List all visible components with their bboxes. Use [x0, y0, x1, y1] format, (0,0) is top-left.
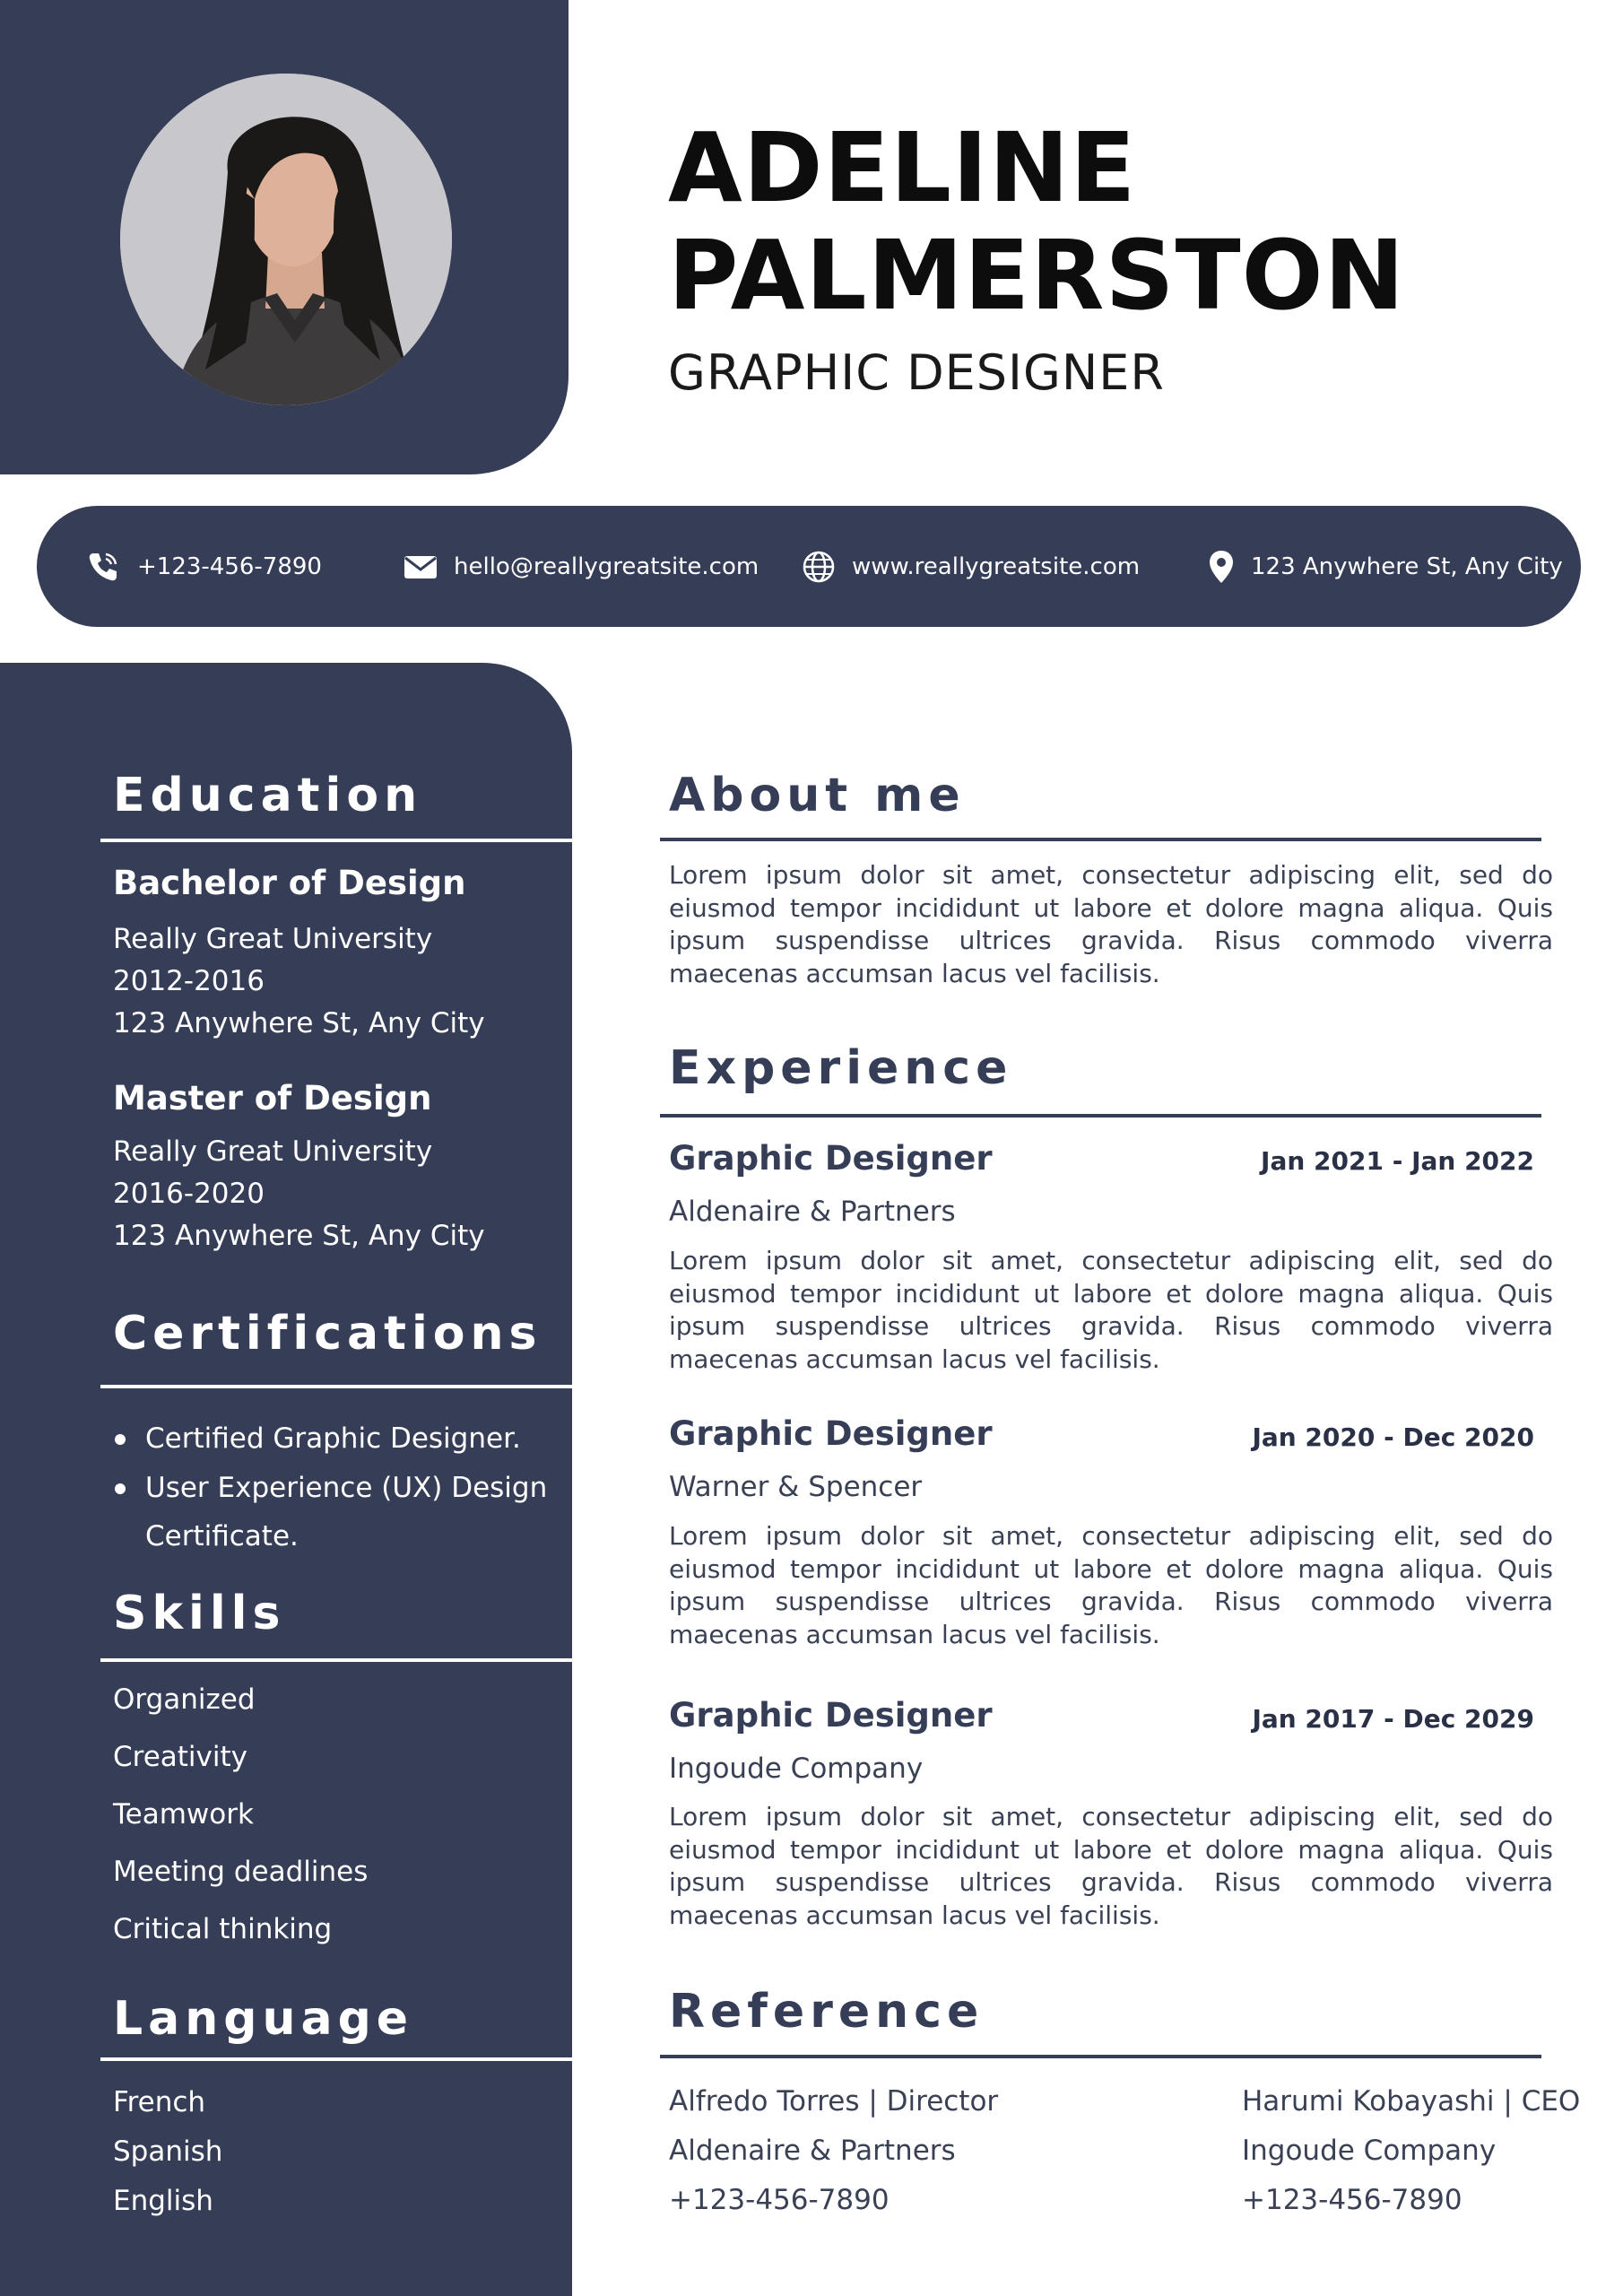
envelope-icon	[404, 553, 438, 580]
reference-name: Alfredo Torres | Director	[669, 2085, 999, 2118]
certification-item-continued: Certificate.	[145, 1520, 299, 1552]
job-title: GRAPHIC DESIGNER	[668, 344, 1165, 401]
reference-divider	[660, 2055, 1541, 2058]
certification-item: Certified Graphic Designer.	[145, 1422, 521, 1455]
language-item: English	[113, 2185, 213, 2217]
contact-bar	[37, 506, 1581, 627]
reference-company: Aldenaire & Partners	[669, 2135, 956, 2167]
contact-address-text: 123 Anywhere St, Any City	[1251, 552, 1563, 580]
education-school: Really Great University	[113, 923, 433, 955]
skill-item: Meeting deadlines	[113, 1856, 369, 1888]
skill-item: Teamwork	[113, 1798, 254, 1831]
experience-company: Aldenaire & Partners	[669, 1196, 956, 1228]
language-item: Spanish	[113, 2135, 223, 2168]
education-school: Really Great University	[113, 1135, 433, 1168]
education-address: 123 Anywhere St, Any City	[113, 1007, 485, 1039]
certifications-divider	[100, 1385, 572, 1388]
reference-name: Harumi Kobayashi | CEO	[1242, 2085, 1581, 2118]
experience-company: Ingoude Company	[669, 1752, 924, 1785]
skill-item: Critical thinking	[113, 1913, 333, 1945]
certification-item: User Experience (UX) Design	[145, 1472, 548, 1504]
contact-website-text: www.reallygreatsite.com	[852, 552, 1141, 580]
experience-heading: Experience	[669, 1041, 1013, 1095]
skill-item: Organized	[113, 1683, 256, 1716]
contact-website[interactable]	[802, 506, 1140, 627]
reference-company: Ingoude Company	[1242, 2135, 1497, 2167]
about-heading: About me	[669, 769, 966, 822]
education-heading: Education	[113, 769, 423, 822]
language-item: French	[113, 2086, 206, 2118]
bullet-icon	[115, 1434, 126, 1445]
experience-role: Graphic Designer	[669, 1414, 993, 1453]
education-divider	[100, 839, 572, 842]
education-address: 123 Anywhere St, Any City	[113, 1220, 485, 1252]
about-divider	[660, 838, 1541, 841]
name-block	[668, 115, 1405, 401]
contact-phone[interactable]	[85, 506, 322, 627]
experience-dates: Jan 2017 - Dec 2029	[1252, 1704, 1534, 1734]
skills-divider	[100, 1658, 572, 1662]
phone-icon	[85, 549, 121, 585]
about-text: Lorem ipsum dolor sit amet, consectetur adipiscing elit, sed do eiusmod tempor incididunt ut labore et dolore magna aliqua. Quis ipsum suspendisse ultrices gravida. Risus commodo viverra maecenas accumsan lacus vel facilisis.	[669, 860, 1553, 988]
education-degree: Bachelor of Design	[113, 864, 466, 902]
reference-phone: +123-456-7890	[1242, 2184, 1462, 2216]
language-divider	[100, 2057, 572, 2061]
experience-dates: Jan 2020 - Dec 2020	[1252, 1422, 1534, 1452]
experience-text: Lorem ipsum dolor sit amet, consectetur adipiscing elit, sed do eiusmod tempor incididunt ut labore et dolore magna aliqua. Quis ipsum suspendisse ultrices gravida. Risus commodo viverra maecenas accumsan lacus vel facilisis.	[669, 1802, 1553, 1930]
name-first: ADELINE	[668, 113, 1137, 224]
map-pin-icon	[1208, 549, 1235, 585]
experience-company: Warner & Spencer	[669, 1471, 923, 1503]
contact-phone-text: +123-456-7890	[137, 552, 322, 580]
skill-item: Creativity	[113, 1741, 248, 1773]
education-degree: Master of Design	[113, 1079, 432, 1118]
certifications-heading: Certifications	[113, 1307, 542, 1361]
experience-role: Graphic Designer	[669, 1696, 993, 1735]
bullet-icon	[115, 1483, 126, 1494]
language-heading: Language	[113, 1992, 414, 2046]
education-years: 2012-2016	[113, 965, 265, 997]
education-years: 2016-2020	[113, 1178, 265, 1210]
experience-text: Lorem ipsum dolor sit amet, consectetur adipiscing elit, sed do eiusmod tempor incididunt ut labore et dolore magna aliqua. Quis ipsum suspendisse ultrices gravida. Risus commodo viverra maecenas accumsan lacus vel facilisis.	[669, 1246, 1553, 1374]
experience-role: Graphic Designer	[669, 1139, 993, 1178]
profile-photo	[120, 74, 452, 405]
contact-email-text: hello@reallygreatsite.com	[454, 552, 759, 580]
name-last: PALMERSTON	[668, 221, 1406, 332]
experience-dates: Jan 2021 - Jan 2022	[1261, 1146, 1534, 1176]
header-photo-panel	[0, 0, 568, 474]
reference-heading: Reference	[669, 1985, 985, 2039]
skills-heading: Skills	[113, 1587, 286, 1640]
globe-icon	[802, 550, 836, 584]
experience-divider	[660, 1114, 1541, 1118]
experience-text: Lorem ipsum dolor sit amet, consectetur adipiscing elit, sed do eiusmod tempor incididunt ut labore et dolore magna aliqua. Quis ipsum suspendisse ultrices gravida. Risus commodo viverra maecenas accumsan lacus vel facilisis.	[669, 1521, 1553, 1649]
reference-phone: +123-456-7890	[669, 2184, 890, 2216]
sidebar	[0, 663, 572, 2296]
contact-email[interactable]	[404, 506, 759, 627]
contact-address[interactable]	[1208, 506, 1563, 627]
